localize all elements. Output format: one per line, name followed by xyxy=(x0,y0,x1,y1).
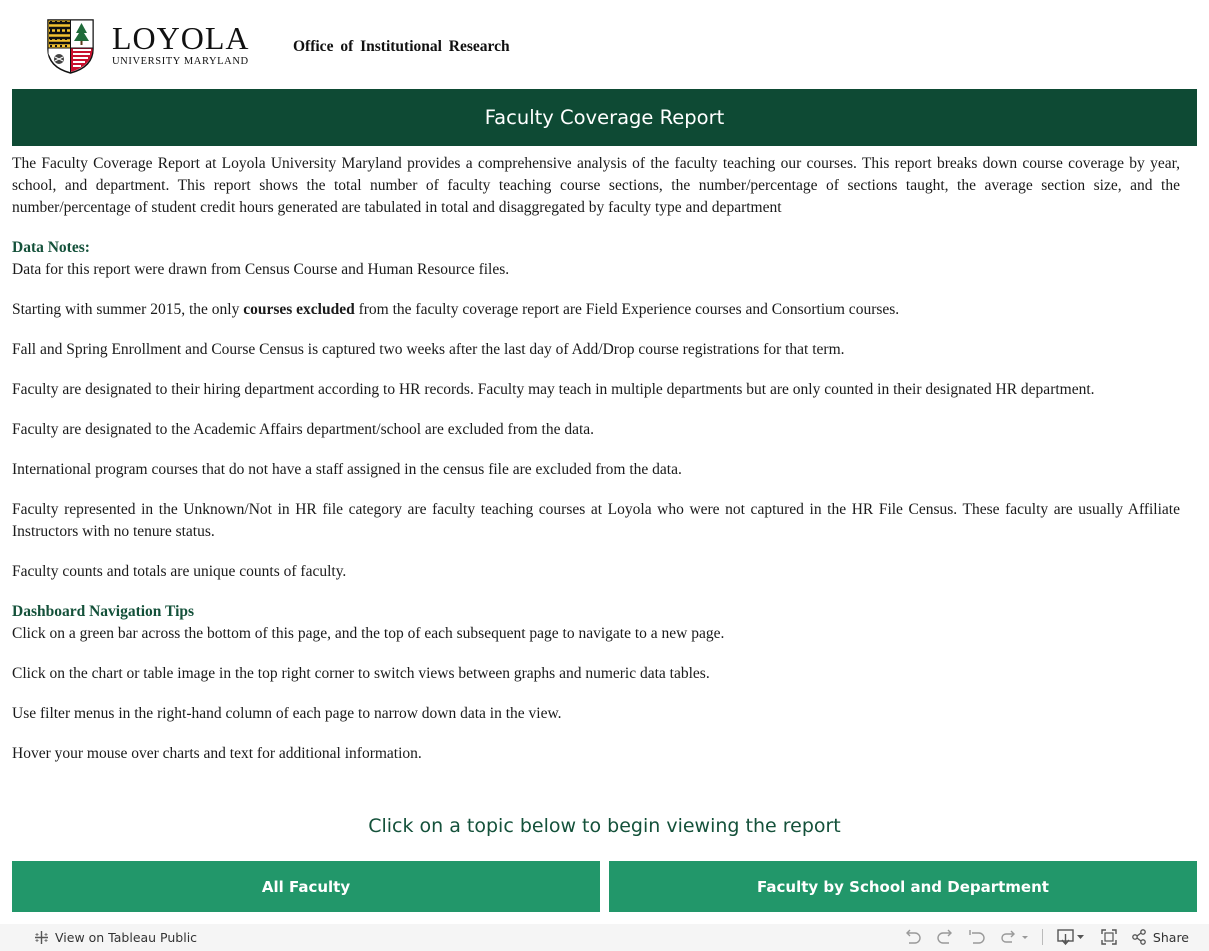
faculty-by-school-label: Faculty by School and Department xyxy=(757,877,1049,896)
share-button[interactable] xyxy=(1131,929,1189,945)
toolbar-divider xyxy=(1042,929,1043,945)
all-faculty-label: All Faculty xyxy=(261,877,351,896)
view-on-tableau-label: View on Tableau Public xyxy=(55,930,198,945)
cta-text: Click on a topic below to begin viewing the report xyxy=(368,815,841,837)
nav-tip: Click on the chart or table image in the top right corner to switch views between graphs and numeric data tables. xyxy=(12,665,710,682)
logo-name: LOYOLA xyxy=(112,20,250,56)
fullscreen-icon[interactable] xyxy=(1101,929,1117,945)
tableau-toolbar xyxy=(0,924,1209,951)
data-note: Faculty counts and totals are unique counts of faculty. xyxy=(12,563,347,580)
all-faculty-button[interactable] xyxy=(12,861,600,912)
logo-subname: UNIVERSITY MARYLAND xyxy=(112,56,249,67)
data-note: Faculty are designated to the Academic Affairs department/school are excluded from the data. xyxy=(12,421,595,438)
data-note: International program courses that do not have a staff assigned in the census file are excluded from the data. xyxy=(12,461,682,478)
view-on-tableau-link[interactable] xyxy=(34,930,197,945)
nav-tip: Hover your mouse over charts and text for additional information. xyxy=(12,745,422,762)
report-title-banner xyxy=(12,89,1197,146)
share-label: Share xyxy=(1152,929,1189,945)
share-icon xyxy=(1131,929,1147,945)
report-description xyxy=(12,153,1180,783)
toolbar-actions xyxy=(904,928,1189,946)
note-text: from the faculty coverage report are Field Experience courses and Consortium courses. xyxy=(354,301,900,318)
report-title: Faculty Coverage Report xyxy=(484,106,725,129)
revert-icon[interactable] xyxy=(968,929,986,945)
data-note: Faculty are designated to their hiring department according to HR records. Faculty may teach in multiple departments but are only counted in their designated HR department. xyxy=(12,381,1095,398)
tableau-icon xyxy=(34,930,49,945)
nav-tip: Use filter menus in the right-hand column of each page to narrow down data in the view. xyxy=(12,705,562,722)
loyola-wordmark xyxy=(112,22,250,67)
nav-tip: Click on a green bar across the bottom of this page, and the top of each subsequent page to navigate to a new page. xyxy=(12,625,725,642)
redo-icon[interactable] xyxy=(936,929,954,945)
data-note-excluded xyxy=(12,299,1180,321)
intro-paragraph: The Faculty Coverage Report at Loyola University Maryland provides a comprehensive analysis of the faculty teaching our courses. This report breaks down course coverage by year, school, and department. This report shows the total number of faculty teaching course sections, the number/percentage of sections taught, the average section size, and the number/percentage of student credit hours generated are tabulated in total and disaggregated by faculty type and department xyxy=(12,155,1180,216)
note-text: Starting with summer 2015, the only xyxy=(12,301,244,318)
data-note: Data for this report were drawn from Census Course and Human Resource files. xyxy=(12,261,510,278)
data-note: Fall and Spring Enrollment and Course Census is captured two weeks after the last day of Add/Drop course registrations for that term. xyxy=(12,341,845,358)
note-emphasis: courses excluded xyxy=(243,301,355,318)
data-notes-heading: Data Notes: xyxy=(12,239,90,256)
undo-icon[interactable] xyxy=(904,929,922,945)
page-header xyxy=(0,0,1209,88)
download-icon[interactable] xyxy=(1057,928,1087,946)
faculty-by-school-button[interactable] xyxy=(609,861,1197,912)
office-title: Office of Institutional Research xyxy=(293,38,510,55)
refresh-icon[interactable] xyxy=(1000,929,1028,945)
loyola-crest-logo xyxy=(47,19,94,74)
nav-tips-heading: Dashboard Navigation Tips xyxy=(12,603,195,620)
data-note: Faculty represented in the Unknown/Not in HR file category are faculty teaching courses at Loyola who were not captured in the HR File Census. These faculty are usually Affiliate Instructors with no tenure status. xyxy=(12,501,1180,540)
